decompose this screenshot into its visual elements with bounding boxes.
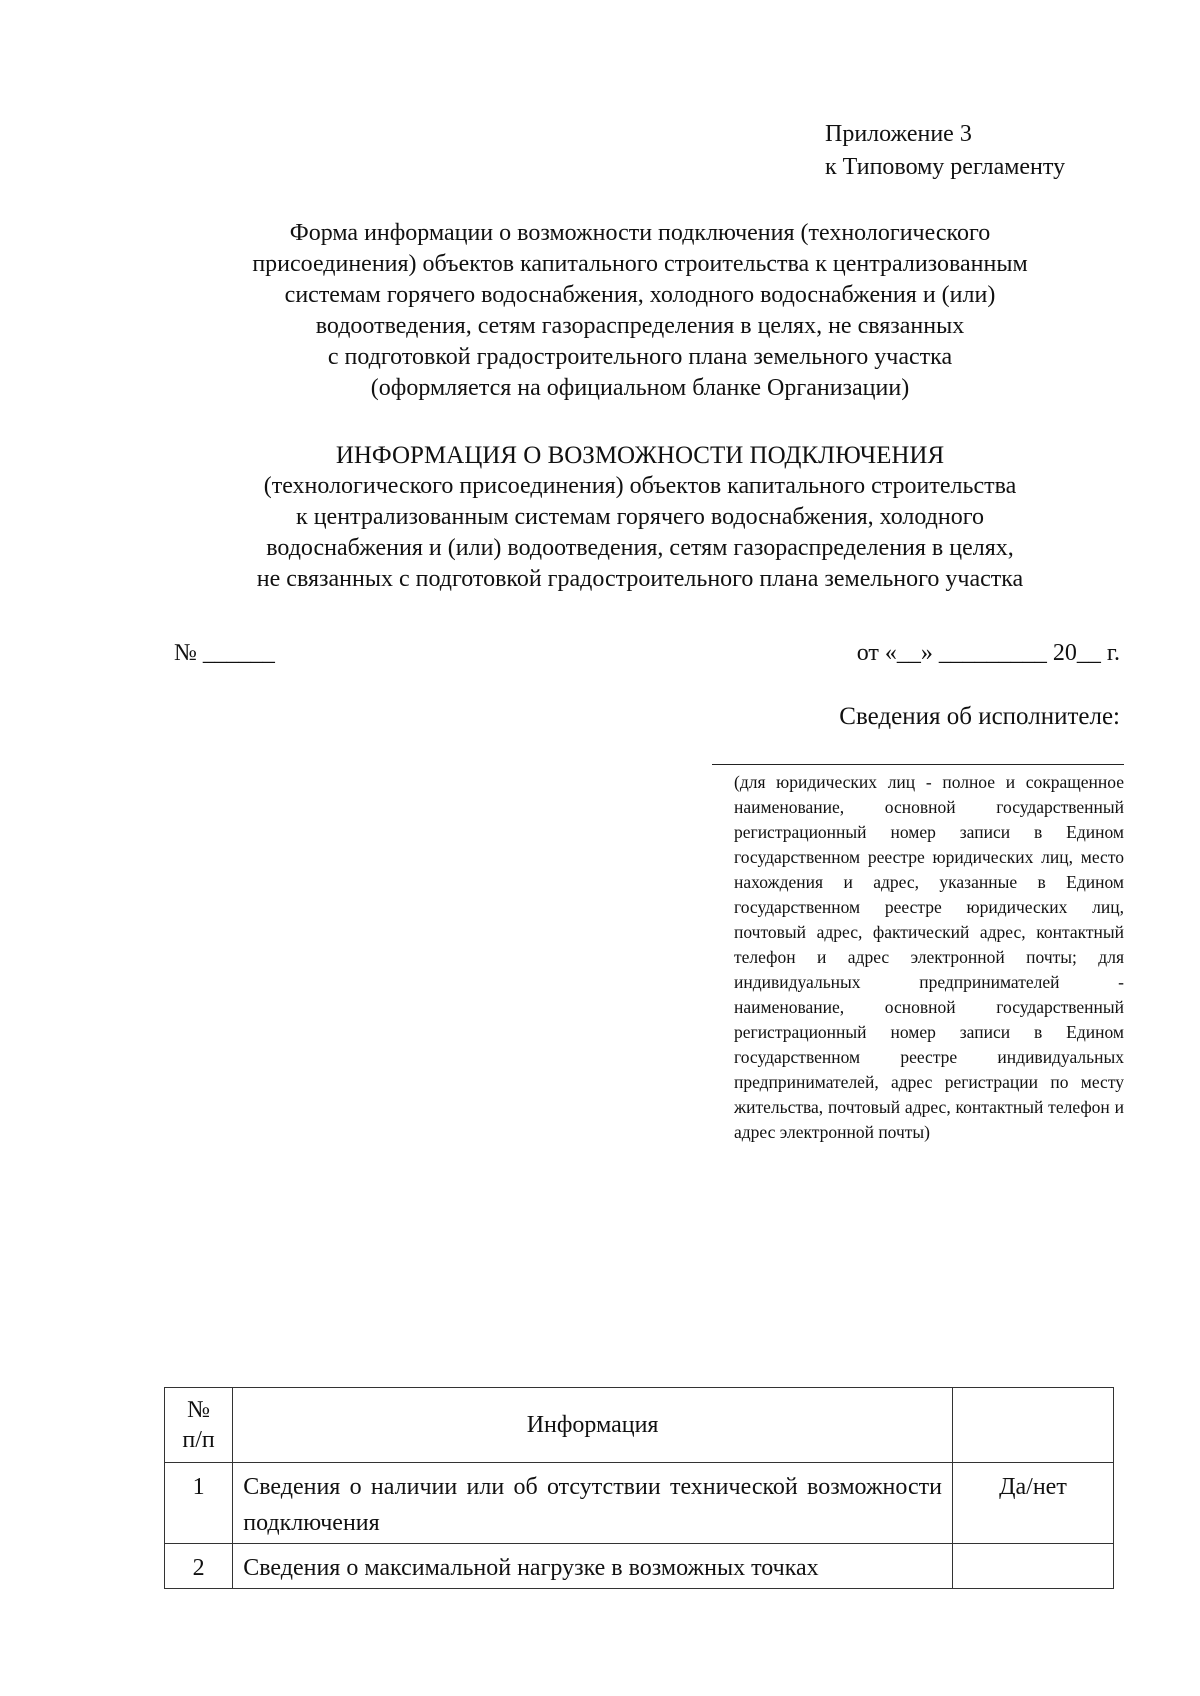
appendix-regulation: к Типовому регламенту: [825, 154, 1066, 180]
form-title-line: Форма информации о возможности подключения (технологического: [289, 220, 991, 246]
table-header-row: [165, 1388, 1114, 1463]
row-value-cell: Да/нет: [952, 1463, 1113, 1544]
document-heading-line: (технологического присоединения) объектов капитального строительства: [263, 473, 1017, 499]
document-heading-caps: ИНФОРМАЦИЯ О ВОЗМОЖНОСТИ ПОДКЛЮЧЕНИЯ: [335, 442, 945, 469]
row-number-cell: 1: [165, 1463, 233, 1544]
executor-label: Сведения об исполнителе:: [839, 703, 1120, 730]
document-number-field: № ______: [174, 640, 275, 666]
header-info-cell: Информация: [233, 1388, 953, 1463]
header-number-symbol: №: [187, 1397, 211, 1423]
table-row: [165, 1544, 1114, 1589]
row-number-cell: 2: [165, 1544, 233, 1589]
form-title: [160, 218, 1120, 404]
row-info-cell: Сведения о наличии или об отсутствии технической возможности подключения: [233, 1463, 953, 1544]
appendix-number: Приложение 3: [825, 121, 972, 147]
appendix-reference: [825, 118, 1065, 184]
document-heading: [160, 440, 1120, 595]
header-value-cell: [952, 1388, 1113, 1463]
header-number-abbrev: п/п: [182, 1427, 215, 1453]
document-heading-line: к централизованным системам горячего водоснабжения, холодного: [296, 504, 984, 530]
header-number-cell: [165, 1388, 233, 1463]
form-title-line: с подготовкой градостроительного плана земельного участка: [327, 344, 953, 370]
document-heading-line: водоснабжения и (или) водоотведения, сетям газораспределения в целях,: [266, 535, 1014, 561]
executor-note: (для юридических лиц - полное и сокращенное наименование, основной государственный регистрационный номер записи в Едином государственном реестре юридических лиц, место нахождения и адрес, указанные в Едином государственном реестре юридических лиц, почтовый адрес, фактический адрес, контактный телефон и адрес электронной почты; для индивидуальных предпринимателей - наименование, основной государственный регистрационный номер записи в Едином государственном реестре индивидуальных предпринимателей, адрес регистрации по месту жительства, почтовый адрес, контактный телефон и адрес электронной почты): [734, 772, 1124, 1142]
info-table: [164, 1387, 1114, 1589]
row-info-cell: Сведения о максимальной нагрузке в возможных точках: [233, 1544, 953, 1589]
executor-signature-line: [712, 764, 1124, 765]
form-title-line: (оформляется на официальном бланке Организации): [370, 375, 910, 401]
document-heading-line: не связанных с подготовкой градостроительного плана земельного участка: [256, 566, 1024, 592]
row-value-cell: [952, 1544, 1113, 1589]
table-row: [165, 1463, 1114, 1544]
document-date-field: от «__» _________ 20__ г.: [856, 640, 1120, 666]
form-title-line: водоотведения, сетям газораспределения в целях, не связанных: [315, 313, 965, 339]
form-title-line: присоединения) объектов капитального строительства к централизованным: [252, 251, 1028, 277]
form-title-line: системам горячего водоснабжения, холодного водоснабжения и (или): [284, 282, 996, 308]
